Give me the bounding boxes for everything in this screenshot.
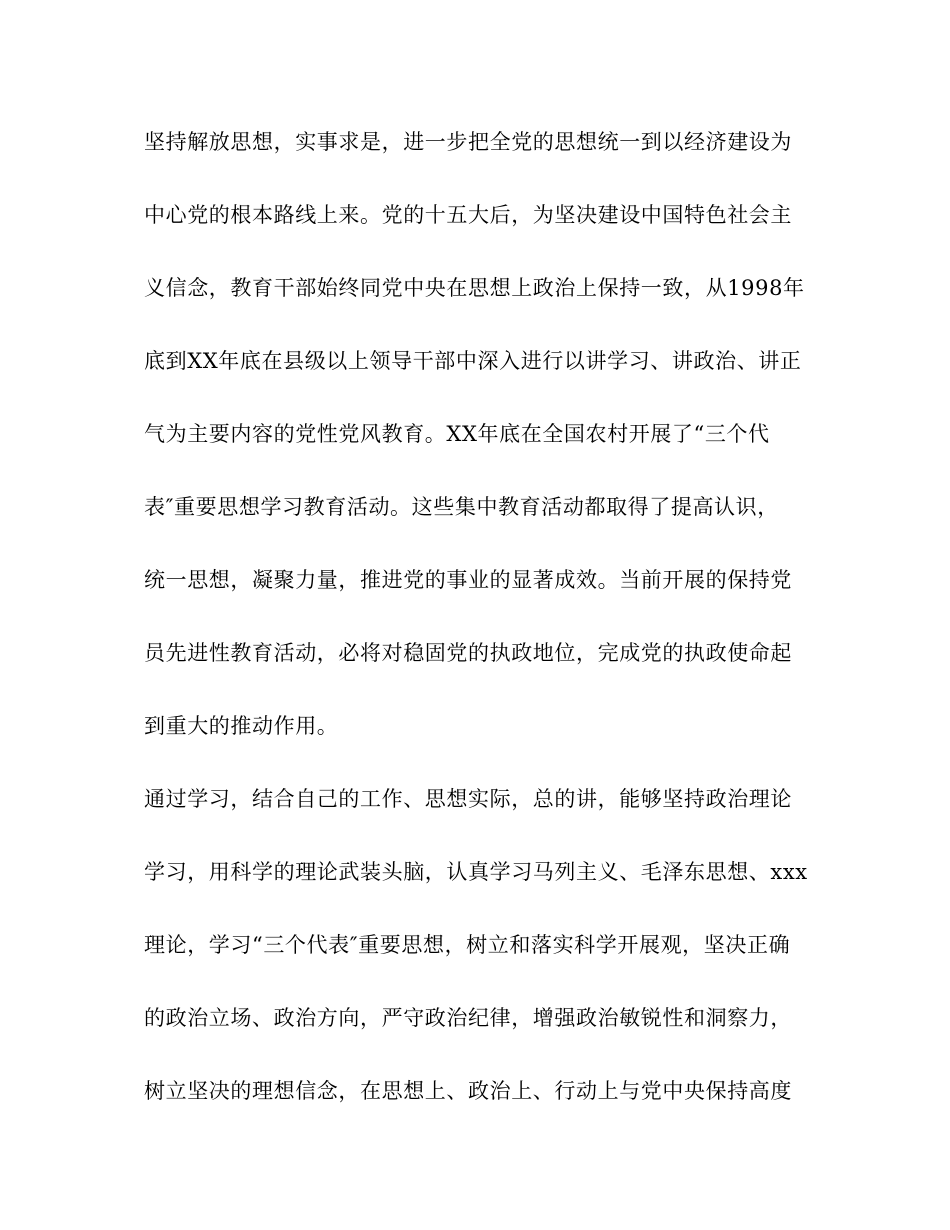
text-line-14: 树立坚决的理想信念，在思想上、政治上、行动上与党中央保持高度 <box>144 1079 792 1103</box>
text-line-9: 到重大的推动作用。 <box>144 714 339 738</box>
text-line-10: 通过学习，结合自己的工作、思想实际，总的讲，能够坚持政治理论 <box>144 787 792 811</box>
document-body <box>144 122 824 1144</box>
text-line-12: 理论，学习“三个代表″重要思想，树立和落实科学开展观，坚决正确 <box>144 933 791 957</box>
text-line-4: 底到XX年底在县级以上领导干部中深入进行以讲学习、讲政治、讲正 <box>144 349 802 373</box>
text-line-11: 学习，用科学的理论武装头脑，认真学习马列主义、毛泽东思想、xxx <box>144 860 808 884</box>
text-line-6: 表″重要思想学习教育活动。这些集中教育活动都取得了提高认识， <box>144 495 779 519</box>
text-line-13: 的政治立场、政治方向，严守政治纪律，增强政治敏锐性和洞察力， <box>144 1006 792 1030</box>
text-line-5: 气为主要内容的党性党风教育。XX年底在全国农村开展了“三个代 <box>144 422 770 446</box>
text-line-2: 中心党的根本路线上来。党的十五大后，为坚决建设中国特色社会主 <box>144 203 792 227</box>
text-line-8: 员先进性教育活动，必将对稳固党的执政地位，完成党的执政使命起 <box>144 641 792 665</box>
text-line-1: 坚持解放思想，实事求是，进一步把全党的思想统一到以经济建设为 <box>144 130 792 154</box>
text-line-7: 统一思想，凝聚力量，推进党的事业的显著成效。当前开展的保持党 <box>144 568 792 592</box>
text-line-3: 义信念，教育干部始终同党中央在思想上政治上保持一致，从1998年 <box>144 276 805 300</box>
